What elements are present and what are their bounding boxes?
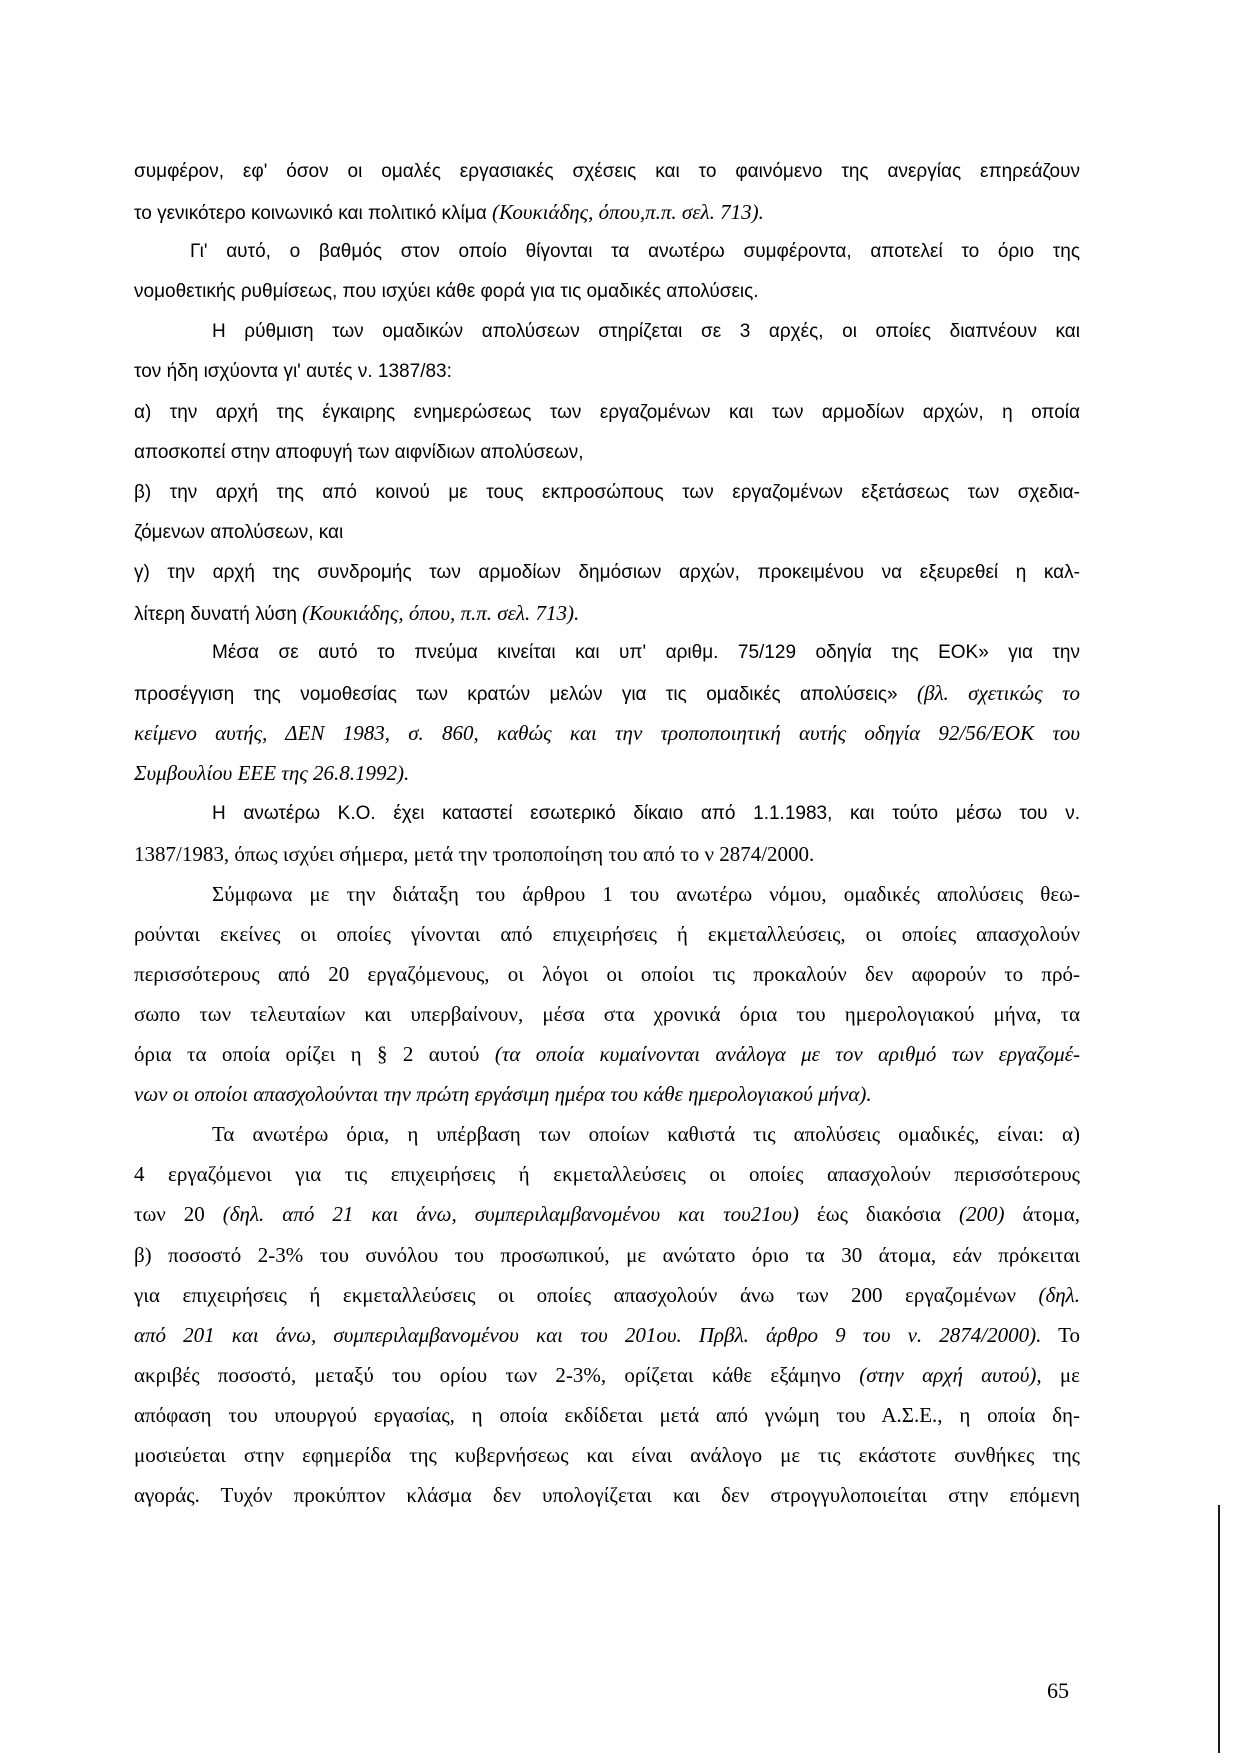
text-line: λίτερη δυνατή λύση (Κουκιάδης, όπου, π.π. σελ. 713). <box>134 601 580 626</box>
text-line: απόφαση του υπουργού εργασίας, η οποία εκδίδεται μετά από γνώμη του Α.Σ.Ε., η οποία δη- <box>134 1402 1080 1427</box>
list-item: α) την αρχή της έγκαιρης ενημερώσεως των εργαζομένων και των αρμοδίων αρχών, η οποία <box>134 401 1080 423</box>
text-line: ρούνται εκείνες οι οποίες γίνονται από επιχειρήσεις ή εκμεταλλεύσεις, οι οποίες απασχολούν <box>134 921 1080 946</box>
text-line: Τα ανωτέρω όρια, η υπέρβαση των οποίων καθιστά τις απολύσεις ομαδικές, είναι: α) <box>212 1122 1080 1147</box>
text-line: το γενικότερο κοινωνικό και πολιτικό κλίμα (Κουκιάδης, όπου,π.π. σελ. 713). <box>134 200 764 225</box>
text-line: όρια τα οποία ορίζει η § 2 αυτού (τα οποία κυμαίνονται ανάλογα με τον αριθμό των εργαζομέ- <box>134 1042 1080 1067</box>
text-line: περισσότερους από 20 εργαζόμενους, οι λόγοι οι οποίοι τις προκαλούν δεν αφορούν το πρό- <box>134 961 1080 986</box>
text-line: νομοθετικής ρυθμίσεως, που ισχύει κάθε φορά για τις ομαδικές απολύσεις. <box>134 281 759 303</box>
text-line: Μέσα σε αυτό το πνεύμα κινείται και υπ' αριθμ. 75/129 οδηγία της ΕΟΚ» για την <box>212 642 1080 664</box>
citation: (δηλ. από 21 και άνω, συμπεριλαμβανομένου και του21ου) <box>222 1202 799 1227</box>
text-line: Η ρύθμιση των ομαδικών απολύσεων στηρίζεται σε 3 αρχές, οι οποίες διαπνέουν και <box>212 321 1080 343</box>
text-line: ακριβές ποσοστό, μεταξύ του ορίου των 2-3%, ορίζεται κάθε εξάμηνο (στην αρχή αυτού), με <box>134 1362 1080 1387</box>
text-line: ζόμενων απολύσεων, και <box>134 521 344 543</box>
text-line: Η ανωτέρω Κ.Ο. έχει καταστεί εσωτερικό δίκαιο από 1.1.1983, και τούτο μέσω του ν. <box>212 802 1080 824</box>
text-line: για επιχειρήσεις ή εκμεταλλεύσεις οι οποίες απασχολούν άνω των 200 εργαζομένων (δηλ. <box>134 1282 1080 1307</box>
citation-line: Συμβουλίου ΕΕΕ της 26.8.1992). <box>134 761 410 786</box>
text-line: 4 εργαζόμενοι για τις επιχειρήσεις ή εκμεταλλεύσεις οι οποίες απασχολούν περισσότερους <box>134 1162 1080 1187</box>
text-line: μοσιεύεται στην εφημερίδα της κυβερνήσεως και είναι ανάλογο με τις εκάστοτε συνθήκες της <box>134 1443 1080 1467</box>
text-line: τον ήδη ισχύοντα γι' αυτές ν. 1387/83: <box>134 361 452 383</box>
text-line: αποσκοπεί στην αποφυγή των αιφνίδιων απολύσεων, <box>134 441 584 463</box>
list-item: β) την αρχή της από κοινού με τους εκπροσώπους των εργαζομένων εξετάσεως των σχεδια- <box>134 481 1080 503</box>
citation: από 201 και άνω, συμπεριλαμβανομένου και του 201ου. Πρβλ. άρθρο 9 του ν. 2874/2000). <box>134 1322 1042 1347</box>
citation-line: νων οι οποίοι απασχολούνται την πρώτη εργάσιμη ημέρα του κάθε ημερολογιακού μήνα). <box>134 1082 872 1107</box>
text-line: αγοράς. Τυχόν προκύπτον κλάσμα δεν υπολογίζεται και δεν στρογγυλοποιείται στην επόμενη <box>134 1483 1080 1508</box>
text-line: συμφέρον, εφ' όσον οι ομαλές εργασιακές σχέσεις και το φαινόμενο της ανεργίας επηρεάζουν <box>134 161 1080 182</box>
text-line: Σύμφωνα με την διάταξη του άρθρου 1 του ανωτέρω νόμου, ομαδικές απολύσεις θεω- <box>212 881 1080 906</box>
text-line: σωπο των τελευταίων και υπερβαίνουν, μέσα στα χρονικά όρια του ημερολογιακού μήνα, τα <box>134 1001 1080 1026</box>
citation: (200) <box>959 1202 1005 1227</box>
text-line: των 20 (δηλ. από 21 και άνω, συμπεριλαμβανομένου και του21ου) έως διακόσια (200) άτομα, <box>134 1202 1080 1227</box>
body-text <box>134 152 1080 1515</box>
text-line: από 201 και άνω, συμπεριλαμβανομένου και του 201ου. Πρβλ. άρθρο 9 του ν. 2874/2000). Το <box>134 1322 1080 1347</box>
citation: (δηλ. <box>1038 1282 1080 1307</box>
text-line: β) ποσοστό 2-3% του συνόλου του προσωπικού, με ανώτατο όριο τα 30 άτομα, εάν πρόκειται <box>134 1242 1080 1267</box>
citation: (Κουκιάδης, όπου, π.π. σελ. 713). <box>302 601 580 626</box>
page-number: 65 <box>1047 1678 1069 1703</box>
citation: (στην αρχή αυτού), <box>859 1362 1042 1387</box>
list-item: γ) την αρχή της συνδρομής των αρμοδίων δημόσιων αρχών, προκειμένου να εξευρεθεί η καλ- <box>134 561 1080 583</box>
text-line: 1387/1983, όπως ισχύει σήμερα, μετά την τροποποίηση του από το ν 2874/2000. <box>134 841 815 866</box>
scan-edge-mark <box>1218 1505 1220 1753</box>
citation: (βλ. σχετικώς το <box>917 681 1080 706</box>
citation: (τα οποία κυμαίνονται ανάλογα με τον αριθμό των εργαζομέ- <box>494 1042 1080 1067</box>
text-line: Γι' αυτό, ο βαθμός στον οποίο θίγονται τα ανωτέρω συμφέροντα, αποτελεί το όριο της <box>190 241 1080 263</box>
citation-line: κείμενο αυτής, ΔΕΝ 1983, σ. 860, καθώς και την τροποποιητική αυτής οδηγία 92/56/ΕΟΚ του <box>134 721 1080 746</box>
citation: (Κουκιάδης, όπου,π.π. σελ. 713). <box>492 200 764 225</box>
text-line: προσέγγιση της νομοθεσίας των κρατών μελών για τις ομαδικές απολύσεις» (βλ. σχετικώς το <box>134 681 1080 706</box>
